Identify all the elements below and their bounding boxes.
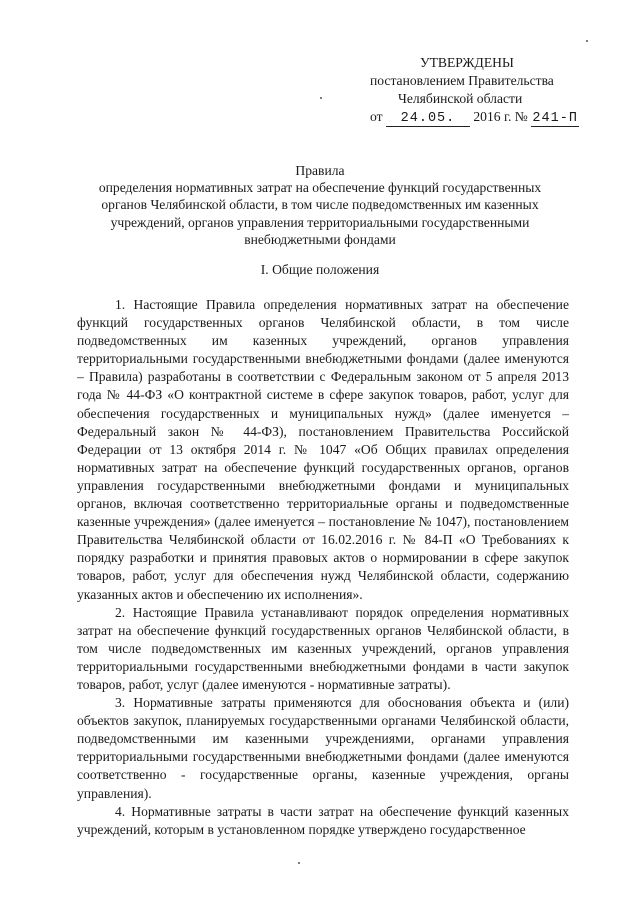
scan-speck: [298, 862, 300, 864]
scan-speck: [320, 97, 322, 99]
heading-line: определения нормативных затрат на обеспечение функций государственных: [98, 180, 542, 196]
section-title: I. Общие положения: [260, 262, 380, 277]
approval-date: 24.05.: [386, 112, 470, 127]
scan-speck: [586, 40, 588, 42]
approval-year: 2016 г. №: [473, 109, 528, 124]
heading-line: внебюджетными фондами: [244, 231, 396, 247]
document-heading: [78, 162, 562, 248]
approval-prefix: от: [370, 109, 383, 124]
heading-line: органов Челябинской области, в том числе подведомственных им казенных: [101, 197, 539, 213]
paragraph: 4. Нормативные затраты в части затрат на обеспечение функций казенных учреждений, которым в установленном порядке утверждено государственное: [77, 803, 569, 837]
paragraph: 3. Нормативные затраты применяются для обоснования объекта и (или) объектов закупок, планируемых государственными органами Челябинской области, подведомственными им казенными учреждениями, органами управления территориальными государственными внебюджетными фондами (далее именуются соответственно - государственные органы, казенные учреждения, органы управления).: [77, 695, 569, 801]
approval-title: УТВЕРЖДЕНЫ: [420, 55, 514, 70]
approval-date-line: [370, 108, 588, 127]
approval-number: 241-П: [532, 111, 578, 126]
paragraph: 2. Настоящие Правила устанавливают порядок определения нормативных затрат на обеспечение функций государственных органов Челябинской области, в том числе подведомственных им казенных учреждений, органов управления территориальными государственными внебюджетными фондами в части закупок товаров, работ, услуг (далее именуются - нормативные затраты).: [77, 604, 569, 692]
paragraph: 1. Настоящие Правила определения нормативных затрат на обеспечение функций государственных органов Челябинской области, в том числе подведомственных им казенных учреждений, органов управления территориальными государственными внебюджетными фондами (далее именуются – Правила) разработаны в соответствии с Федеральным законом от 5 апреля 2013 года № 44-ФЗ «О контрактной системе в сфере закупок товаров, работ, услуг для обеспечения государственных и муниципальных нужд» (далее именуется – Федеральный закон № 44-ФЗ), постановлением Правительства Российской Федерации от 13 октября 2014 г. № 1047 «Об Общих правилах определения нормативных затрат на обеспечение функций государственных органов, органов управления государственными внебюджетными фондами и муниципальных органов, включая соответственно территориальные органы и подведомственные казенные учреждения» (далее именуется – постановление № 1047), постановлением Правительства Челябинской области от 16.02.2016 г. № 84-П «О Требованиях к порядку разработки и принятия правовых актов о нормировании в сфере закупок товаров, работ, услуг для обеспечения нужд Челябинской области, содержанию указанных актов и обеспечению их исполнения».: [77, 297, 569, 602]
heading-line: учреждений, органов управления территориальными государственными: [110, 214, 530, 230]
approval-line-1: постановлением Правительства: [370, 73, 554, 88]
approval-line-2: Челябинской области: [398, 91, 523, 106]
document-body: [77, 296, 569, 839]
heading-title: Правила: [295, 163, 345, 178]
